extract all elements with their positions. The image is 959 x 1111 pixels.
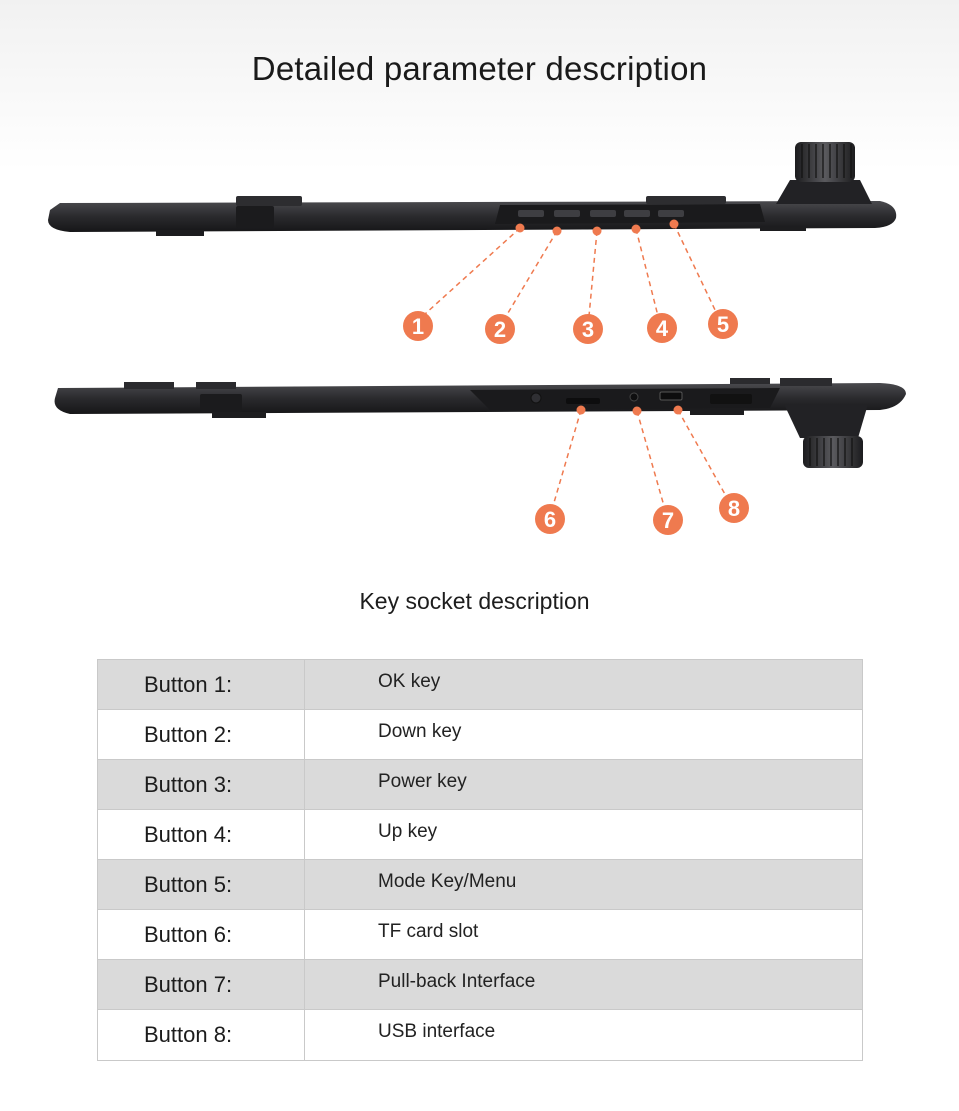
svg-text:7: 7 (661, 508, 675, 533)
table-row (98, 710, 862, 760)
table-row (98, 810, 862, 860)
svg-text:4: 4 (655, 316, 669, 341)
button-label: Button 3: (98, 760, 305, 809)
device-top-view (48, 142, 896, 236)
callout-5 (708, 309, 738, 339)
button-function: Mode Key/Menu (378, 870, 517, 892)
device-bottom-view (55, 378, 906, 468)
callout-4 (647, 313, 677, 343)
callout-2 (485, 314, 515, 344)
button-label: Button 7: (98, 960, 305, 1009)
callout-8 (719, 493, 749, 523)
button-function: Up key (378, 820, 438, 842)
table-row (98, 960, 862, 1010)
button-function: Power key (378, 770, 467, 792)
table-row (98, 910, 862, 960)
button-function: OK key (378, 670, 441, 692)
table-row (98, 760, 862, 810)
callout-7 (653, 505, 683, 535)
key-socket-table (97, 659, 863, 1061)
section-subtitle: Key socket description (359, 588, 590, 614)
table-row (98, 660, 862, 710)
button-label: Button 2: (98, 710, 305, 759)
svg-text:8: 8 (727, 496, 741, 521)
button-label: Button 5: (98, 860, 305, 909)
button-function: TF card slot (378, 920, 479, 942)
callout-3 (573, 314, 603, 344)
callout-leader-lines (425, 224, 726, 506)
button-function: Pull-back Interface (378, 970, 536, 992)
button-label: Button 6: (98, 910, 305, 959)
callout-6 (535, 504, 565, 534)
table-row (98, 1010, 862, 1060)
button-label: Button 1: (98, 660, 305, 709)
svg-text:5: 5 (716, 312, 730, 337)
page-title: Detailed parameter description (251, 50, 708, 87)
svg-text:1: 1 (411, 314, 425, 339)
callout-1 (403, 311, 433, 341)
svg-text:2: 2 (493, 317, 507, 342)
svg-text:3: 3 (581, 317, 595, 342)
table-row (98, 860, 862, 910)
button-function: Down key (378, 720, 462, 742)
button-label: Button 8: (98, 1010, 305, 1060)
svg-text:6: 6 (543, 507, 557, 532)
button-function: USB interface (378, 1021, 496, 1042)
button-label: Button 4: (98, 810, 305, 859)
